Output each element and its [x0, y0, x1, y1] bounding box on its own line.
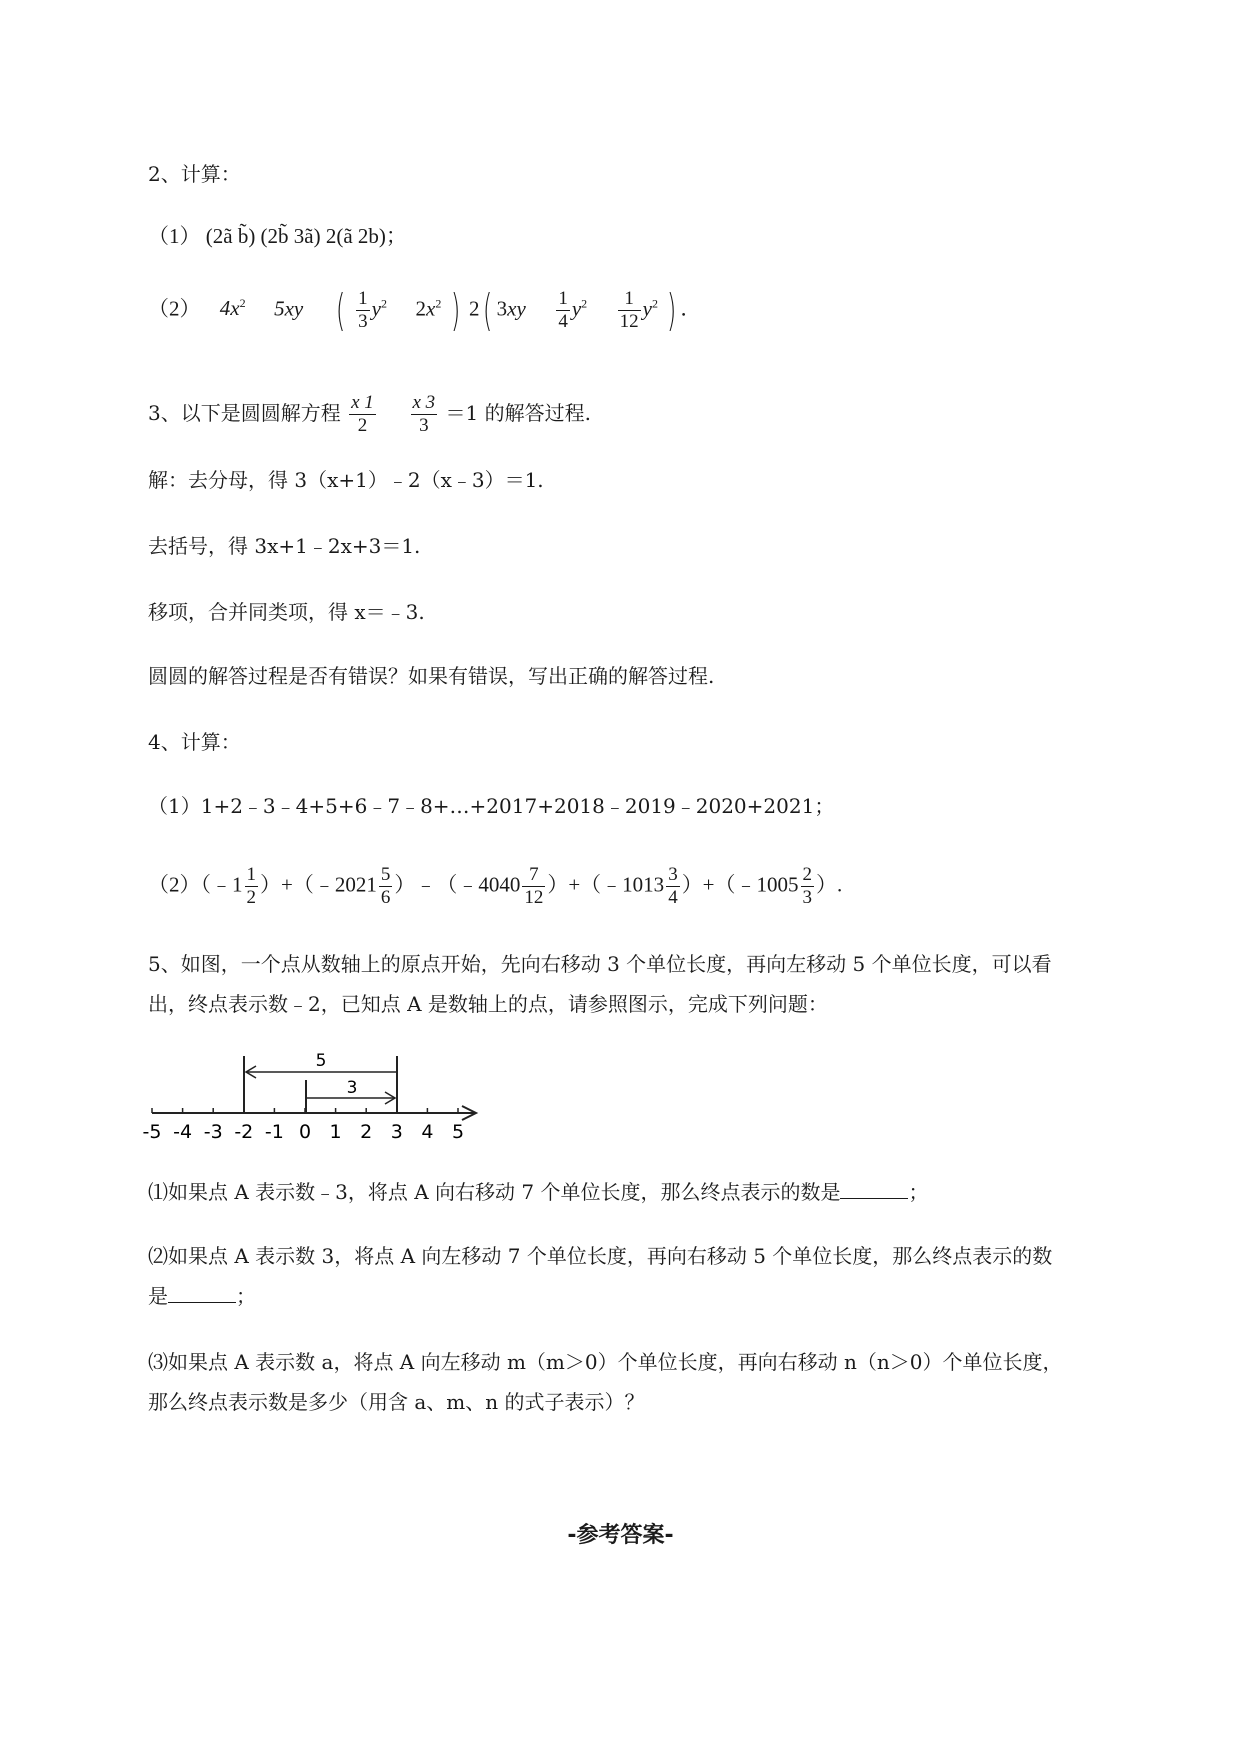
- axis-tick-label: 2: [360, 1121, 373, 1143]
- answer-blank-2[interactable]: [168, 1284, 236, 1303]
- arrow-3-label: 3: [346, 1078, 358, 1098]
- axis-tick-label: -5: [142, 1121, 162, 1143]
- q5-sub3-line1: ⑶如果点 A 表示数 a，将点 A 向左移动 m（m＞0）个单位长度，再向右移动 n（n＞0）个单位长度，: [148, 1350, 1063, 1374]
- q3-step2: 去括号，得 3x+1﹣2x+3＝1.: [148, 534, 421, 558]
- axis-tick-label: -2: [234, 1121, 254, 1143]
- q2-part1-expression: (2ã b̃) (2b̃ 3ã) 2(ã 2b)；: [205, 224, 407, 248]
- q2-part2: （2） $4x^2$ 5xy ( $\frac{1}{3}$ $y^2$ $2x^2$ ) 2( 3xy $\frac{1}{4}$ $y^2$ $\frac{1}{12}$ $y^2$ ) ．: [148, 284, 702, 336]
- q3-fraction-2: $\frac{x 3}{3}$: [412, 392, 436, 436]
- axis-tick-label: -4: [173, 1121, 193, 1143]
- q3-title: 3、以下是圆圆解方程 $\frac{x 1}{2}$ $\frac{x 3}{3}$ ＝1 的解答过程.: [148, 392, 591, 436]
- arrow-5-label: 5: [315, 1051, 327, 1071]
- answer-section-title: -参考答案-: [567, 1523, 674, 1548]
- axis-labels: [143, 1121, 465, 1143]
- q4-part2: （2）（﹣1 $\frac{1}{2}$ ）+（﹣2021 $\frac{5}{6}$ ）﹣（﹣4040 $\frac{7}{12}$ ）+（﹣1013 $\frac{3}{4}$ ）+（﹣1005 $\frac{2}{3}$ ）.: [148, 864, 843, 908]
- q2-part1: [148, 222, 407, 250]
- axis-tick-label: 1: [329, 1121, 342, 1143]
- q5-sub3-line2: 那么终点表示数是多少（用含 a、m、n 的式子表示）？: [148, 1390, 645, 1414]
- answer-blank-1[interactable]: [840, 1180, 908, 1199]
- axis-tick-label: -3: [203, 1121, 223, 1143]
- q3-fraction-1: $\frac{x 1}{2}$: [351, 392, 374, 436]
- q2-title: 2、计算：: [148, 162, 241, 186]
- fraction-1-12: $\frac{1}{12}$: [619, 288, 639, 332]
- q3-question: 圆圆的解答过程是否有错误？如果有错误，写出正确的解答过程.: [148, 664, 715, 688]
- q5-line1: 5、如图，一个点从数轴上的原点开始，先向右移动 3 个单位长度，再向左移动 5 个单位长度，可以看: [148, 952, 1052, 976]
- left-paren-icon: (: [483, 284, 493, 336]
- q4-part1: （1）1+2﹣3﹣4+5+6﹣7﹣8+…+2017+2018﹣2019﹣2020+2021；: [148, 794, 835, 818]
- fraction-1-4: $\frac{1}{4}$: [558, 288, 568, 332]
- q2-part1-label: （1）: [148, 224, 201, 248]
- q2-part2-term-a: $4x^2$: [219, 296, 246, 321]
- axis-tick-label: 4: [421, 1121, 434, 1143]
- number-line-figure: [140, 1048, 490, 1148]
- q5-sub2-line1: ⑵如果点 A 表示数 3，将点 A 向左移动 7 个单位长度，再向右移动 5 个单位长度，那么终点表示的数: [148, 1244, 1053, 1268]
- q4-title: 4、计算：: [148, 730, 241, 754]
- q5-line2: 出，终点表示数﹣2，已知点 A 是数轴上的点，请参照图示，完成下列问题：: [148, 992, 828, 1016]
- q5-sub2-line2: 是 ；: [148, 1284, 256, 1308]
- q5-sub1: ⑴如果点 A 表示数﹣3，将点 A 向右移动 7 个单位长度，那么终点表示的数是 ；: [148, 1180, 929, 1204]
- q2-part2-label: （2）: [148, 296, 201, 321]
- q3-step3: 移项，合并同类项，得 x＝﹣3.: [148, 600, 425, 624]
- axis-tick-label: -1: [264, 1121, 284, 1143]
- right-paren-icon: ): [450, 284, 460, 336]
- axis-tick-label: 5: [451, 1121, 465, 1143]
- axis-tick-label: 3: [390, 1121, 403, 1143]
- q2-part2-term-b: 5xy: [274, 296, 304, 321]
- fraction-1-3: $\frac{1}{3}$: [358, 288, 368, 332]
- q3-step1: 解：去分母，得 3（x+1）﹣2（x﹣3）＝1.: [148, 468, 544, 492]
- q4-part2-label: （2）: [148, 872, 201, 897]
- right-paren-icon: ): [667, 284, 677, 336]
- axis-tick-label: 0: [298, 1121, 312, 1143]
- left-paren-icon: (: [335, 284, 346, 336]
